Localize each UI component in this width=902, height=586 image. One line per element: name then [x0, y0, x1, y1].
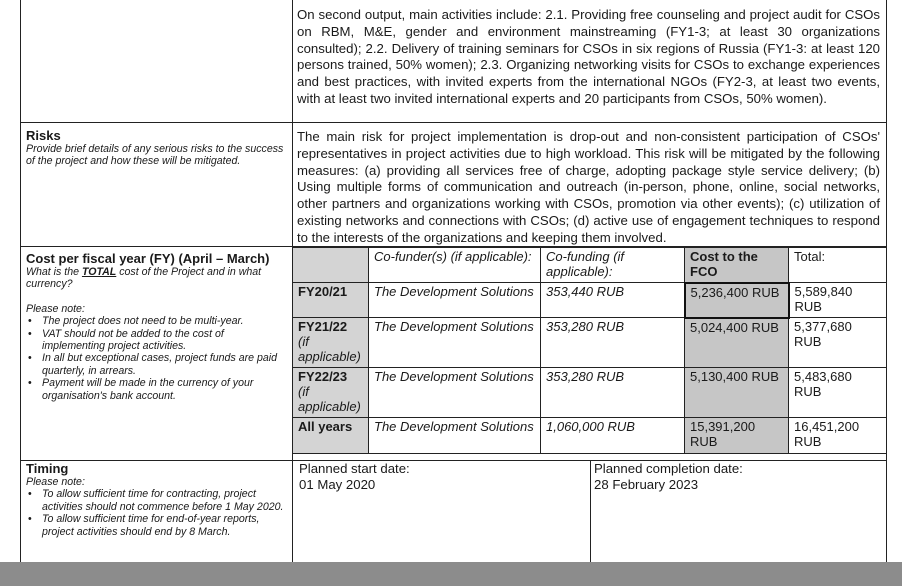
- completion-date-label: Planned completion date:: [594, 461, 743, 476]
- start-date-value: 01 May 2020: [299, 477, 376, 492]
- cost-note-item: • Payment will be made in the currency of your organisation's bank account.: [26, 377, 288, 402]
- fy-label: FY21/22 (if applicable): [293, 318, 369, 368]
- timing-note-item: • To allow sufficient time for contracting, project activities should not commence before 1 May 2020.: [26, 488, 288, 513]
- cost-note-label: Please note:: [26, 302, 85, 315]
- total-cell: 16,451,200 RUB: [789, 418, 887, 454]
- fco-cost-cell: 5,130,400 RUB: [685, 368, 789, 418]
- timing-divider: [590, 460, 591, 562]
- fco-cost-cell: 5,024,400 RUB: [685, 318, 789, 368]
- timing-label: [26, 461, 288, 538]
- total-cell: 5,377,680 RUB: [789, 318, 887, 368]
- planned-completion: [594, 461, 743, 493]
- cost-table-header-row: [293, 248, 887, 283]
- start-date-label: Planned start date:: [299, 461, 410, 476]
- cofunding-cell: 1,060,000 RUB: [541, 418, 685, 454]
- fy-label: FY20/21: [293, 283, 369, 318]
- cost-note-item: • VAT should not be added to the cost of implementing project activities.: [26, 328, 288, 353]
- total-cell: 5,589,840 RUB: [789, 283, 887, 318]
- cost-note-item: • In all but exceptional cases, project funds are paid quarterly, in arrears.: [26, 352, 288, 377]
- header-blank-cell: [293, 248, 369, 283]
- cost-note-item: • The project does not need to be multi-year.: [26, 315, 288, 327]
- risks-label: [26, 128, 288, 168]
- table-row: [293, 418, 887, 454]
- timing-notes-list: [26, 488, 288, 538]
- cost-notes-list: [26, 315, 288, 402]
- fco-cost-cell: 15,391,200 RUB: [685, 418, 789, 454]
- timing-note-item: • To allow sufficient time for end-of-year reports, project activities should end by 8 March.: [26, 513, 288, 538]
- cost-table: [292, 247, 887, 454]
- cost-label: [26, 251, 288, 402]
- table-row: [293, 318, 887, 368]
- table-row: [293, 368, 887, 418]
- grant-form-page: [20, 0, 886, 586]
- output-text: On second output, main activities include: 2.1. Providing free counseling and project audit for CSOs on RBM, M&E, gender and environment mainstreaming (FY1-3; at least 30 organizations consulted); 2.2. Delivery of training seminars for CSOs in six regions of Russia (FY1-3: at least 120 persons trained, 50% women); 2.3. Organizing networking visits for CSOs to exchange experiences and best practices, with invited experts from the international NGOs (FY2-3, at least two events, with at least two invited international experts and 20 participants from CSOs, 50% women).: [297, 7, 880, 106]
- cofunding-cell: 353,280 RUB: [541, 368, 685, 418]
- fco-cost-cell: 5,236,400 RUB: [685, 283, 789, 318]
- risks-hint: Provide brief details of any serious risks to the success of the project and how these will be mitigated.: [26, 143, 284, 168]
- cofunding-cell: 353,440 RUB: [541, 283, 685, 318]
- risks-heading: Risks: [26, 128, 61, 143]
- timing-note-label: Please note:: [26, 476, 85, 488]
- cost-heading: Cost per fiscal year (FY) (April – March): [26, 251, 270, 266]
- fy-label: FY22/23 (if applicable): [293, 368, 369, 418]
- total-cell: 5,483,680 RUB: [789, 368, 887, 418]
- timing-heading: Timing: [26, 461, 69, 476]
- planned-start: [299, 461, 410, 493]
- header-cofunder: Co-funder(s) (if applicable):: [369, 248, 541, 283]
- completion-date-value: 28 February 2023: [594, 477, 699, 492]
- fy-label: All years: [293, 418, 369, 454]
- cofunder-cell: The Development Solutions: [369, 418, 541, 454]
- risks-text: The main risk for project implementation is drop-out and non-consistent participation of CSOs' representatives in project activities due to high workload. This risk will be mitigated by the following measures: (a) providing all services free of charge, adopting package style service delivery; (b) Using multiple forms of communication and outreach (in-person, phone, online, social networks, other partners and organizations working with CSOs, promotion via other events); (c) utilization of existing networks and connections with CSOs; (d) active use of engagement techniques to respond to the interests of the organizations and keeping them involved.: [297, 129, 880, 245]
- cofunding-cell: 353,280 RUB: [541, 318, 685, 368]
- cofunder-cell: The Development Solutions: [369, 318, 541, 368]
- cofunder-cell: The Development Solutions: [369, 368, 541, 418]
- table-row: [293, 283, 887, 318]
- page-bottom-band: [0, 562, 902, 586]
- cofunder-cell: The Development Solutions: [369, 283, 541, 318]
- header-total: Total:: [789, 248, 887, 283]
- header-cofunding: Co-funding (if applicable):: [541, 248, 685, 283]
- header-fco-cost: Cost to the FCO: [685, 248, 789, 283]
- cost-question: What is the TOTAL cost of the Project and in what currency?: [26, 266, 262, 291]
